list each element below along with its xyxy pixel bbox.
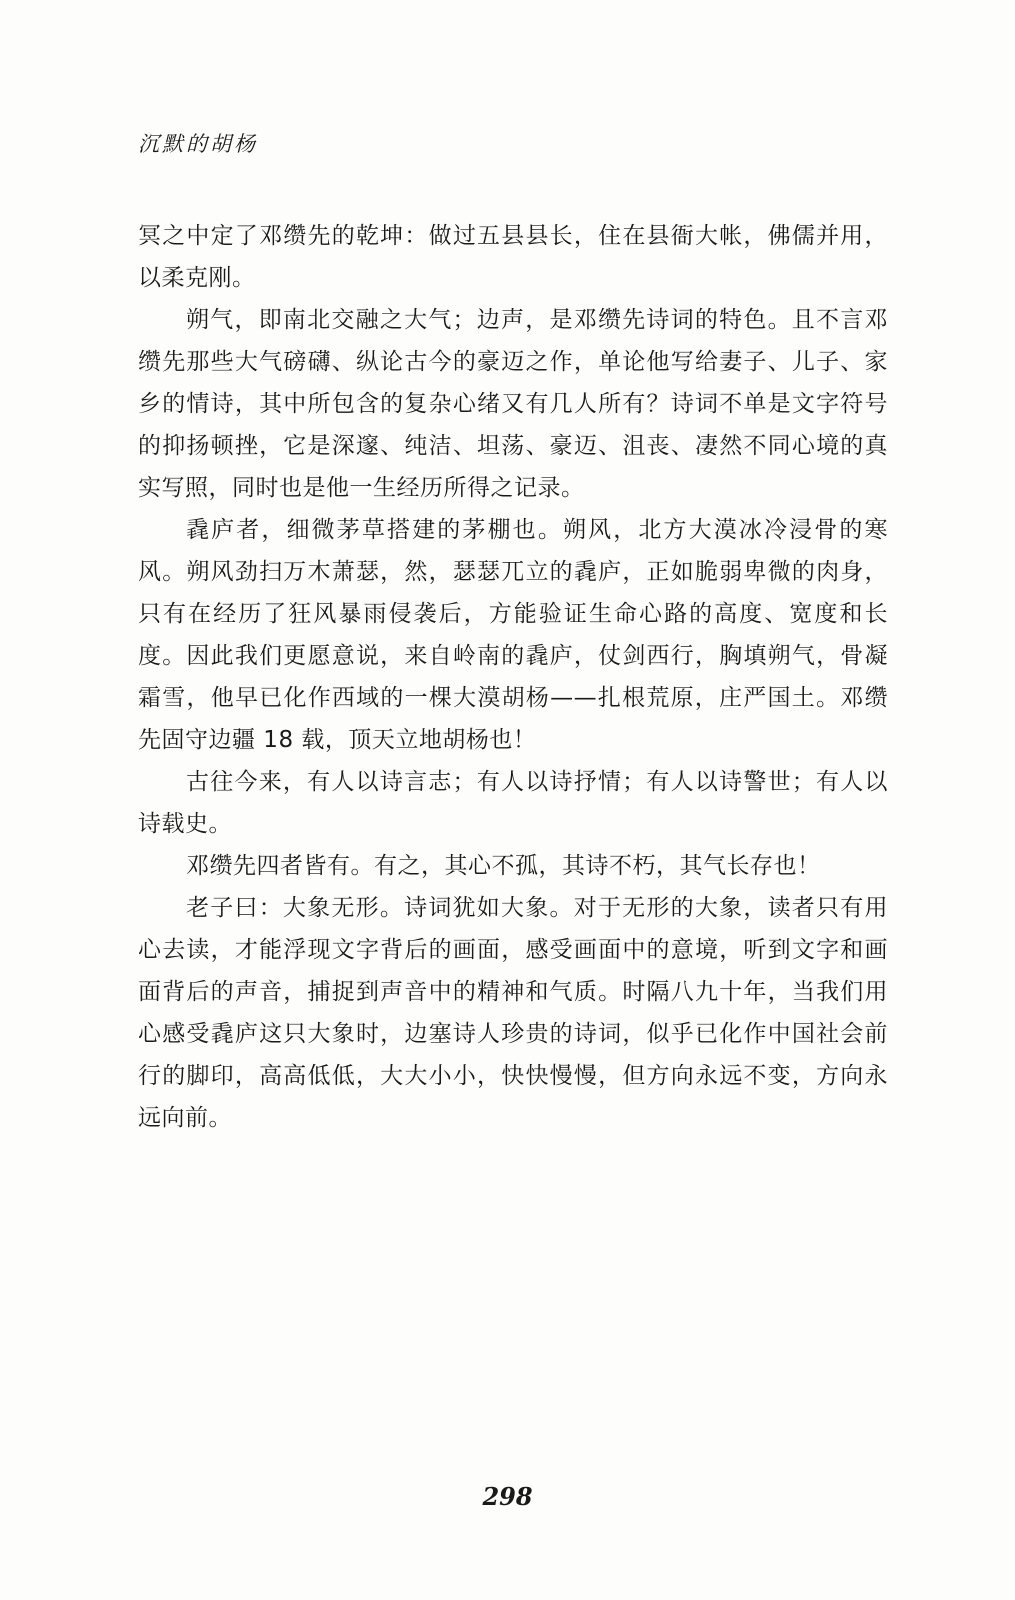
paragraph-continued: 冥之中定了邓缵先的乾坤：做过五县县长，住在县衙大帐，佛儒并用，以柔克刚。 [138,223,888,291]
paragraph: 毳庐者，细微茅草搭建的茅棚也。朔风，北方大漠冰冷浸骨的寒风。朔风劲扫万木萧瑟，然，瑟瑟兀立的毳庐，正如脆弱卑微的肉身，只有在经历了狂风暴雨侵袭后，方能验证生命心路的高度、宽度和长度。因此我们更愿意说，来自岭南的毳庐，仗剑西行，胸填朔气，骨凝霜雪，他早已化作西域的一棵大漠胡杨——扎根荒原，庄严国土。邓缵先固守边疆 18 载，顶天立地胡杨也！ [138,517,888,753]
running-header-title: 沉默的胡杨 [138,132,258,156]
page-number: 298 [482,1482,533,1511]
paragraph: 古往今来，有人以诗言志；有人以诗抒情；有人以诗警世；有人以诗载史。 [138,769,888,837]
paragraph: 老子曰：大象无形。诗词犹如大象。对于无形的大象，读者只有用心去读，才能浮现文字背后的画面，感受画面中的意境，听到文字和画面背后的声音，捕捉到声音中的精神和气质。时隔八九十年，当我们用心感受毳庐这只大象时，边塞诗人珍贵的诗词，似乎已化作中国社会前行的脚印，高高低低，大大小小，快快慢慢，但方向永远不变，方向永远向前。 [138,895,888,1131]
paragraph: 朔气，即南北交融之大气；边声，是邓缵先诗词的特色。且不言邓缵先那些大气磅礴、纵论古今的豪迈之作，单论他写给妻子、儿子、家乡的情诗，其中所包含的复杂心绪又有几人所有？诗词不单是文字符号的抑扬顿挫，它是深邃、纯洁、坦荡、豪迈、沮丧、凄然不同心境的真实写照，同时也是他一生经历所得之记录。 [138,307,888,501]
paragraph: 邓缵先四者皆有。有之，其心不孤，其诗不朽，其气长存也！ [186,853,821,879]
body-text [138,215,888,1139]
